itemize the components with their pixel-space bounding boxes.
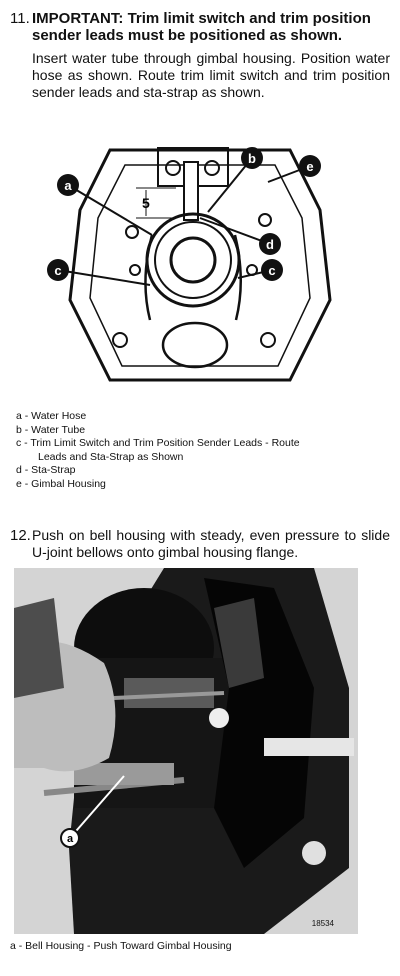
legend-item-continuation: Leads and Sta-Strap as Shown xyxy=(38,450,184,463)
legend-item: b - Water Tube xyxy=(16,423,86,436)
callout-c-right xyxy=(261,259,283,281)
important-text: Trim limit switch and trim position sender leads must be positioned as shown. xyxy=(32,10,371,44)
dimension-label: 5 xyxy=(142,195,150,211)
bell-housing-photo xyxy=(14,568,358,934)
important-note xyxy=(32,10,390,44)
diagram-legend xyxy=(16,410,376,491)
step-12-instruction: Push on bell housing with steady, even pressure to slide U-joint bellows onto gimbal housing flange. xyxy=(32,527,390,560)
svg-text:b: b xyxy=(248,151,256,166)
legend-item: c - Trim Limit Switch and Trim Position Sender Leads - Route xyxy=(16,437,300,449)
step-number: 12. xyxy=(10,527,31,544)
legend-item: e - Gimbal Housing xyxy=(16,477,106,490)
svg-text:e: e xyxy=(306,159,314,174)
legend-item: a - Water Hose xyxy=(16,410,87,422)
step-11 xyxy=(10,10,390,101)
svg-text:a: a xyxy=(64,178,72,193)
svg-text:c: c xyxy=(54,263,62,278)
step-11-instruction: Insert water tube through gimbal housing. Position water hose as shown. Route trim limit switch and trim position sender leads and sta-strap as shown. xyxy=(32,50,390,100)
step-12 xyxy=(10,527,390,561)
figure-number: 18534 xyxy=(311,919,334,928)
svg-text:a: a xyxy=(66,833,74,845)
photo-caption: a - Bell Housing - Push Toward Gimbal Housing xyxy=(10,940,232,952)
photo-callout-a xyxy=(61,829,79,847)
gimbal-housing-diagram xyxy=(40,140,360,402)
legend-item: d - Sta-Strap xyxy=(16,464,76,476)
callout-c-left xyxy=(47,259,69,281)
step-number: 11. xyxy=(10,10,30,27)
svg-text:d: d xyxy=(266,237,274,252)
callout-a xyxy=(57,174,79,196)
callout-b xyxy=(241,147,263,169)
svg-text:c: c xyxy=(268,263,276,278)
callout-e xyxy=(299,155,321,177)
important-label: IMPORTANT: xyxy=(32,10,124,27)
callout-d xyxy=(259,233,281,255)
